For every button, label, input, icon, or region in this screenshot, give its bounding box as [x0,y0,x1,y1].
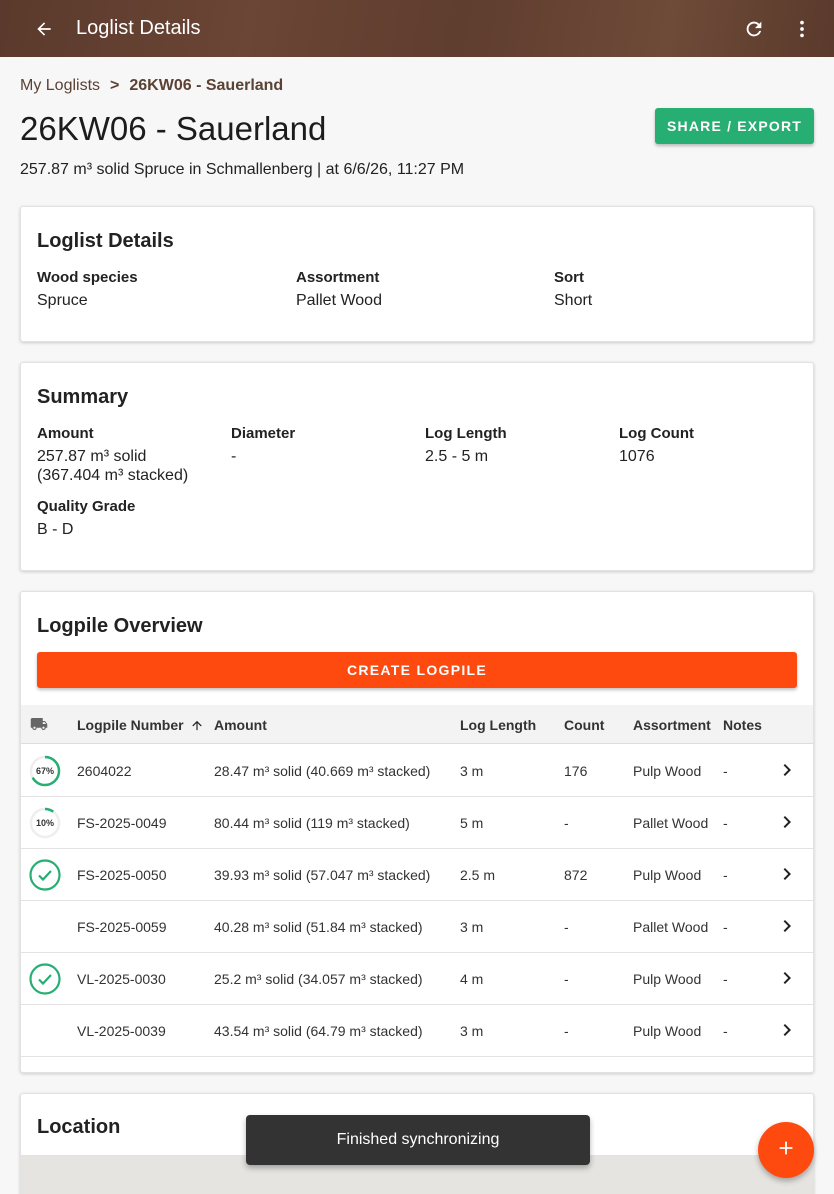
cell-notes: - [723,971,728,987]
cell-log-length: 3 m [460,763,484,779]
sort-label: Sort [554,269,584,286]
cell-notes: - [723,919,728,935]
quality-grade-value: B - D [37,521,74,538]
table-row[interactable] [21,1005,813,1057]
breadcrumb-current: 26KW06 - Sauerland [129,77,284,94]
status-empty [29,1015,61,1047]
page-subtitle: 257.87 m³ solid Spruce in Schmallenberg | at 6/6/26, 11:27 PM [20,161,465,178]
cell-logpile-number: VL-2025-0030 [77,971,166,987]
column-logpile-number[interactable] [77,717,204,736]
loglist-details-heading: Loglist Details [37,230,174,252]
back-arrow-icon[interactable] [28,13,60,45]
table-row[interactable] [21,953,813,1005]
chevron-right-icon[interactable] [775,810,799,834]
more-vert-icon[interactable] [786,13,818,45]
cell-logpile-number: FS-2025-0050 [77,867,167,883]
plus-icon [775,1137,797,1164]
cell-assortment: Pulp Wood [633,867,702,883]
assortment-label: Assortment [296,269,380,286]
app-bar-title: Loglist Details [76,17,201,39]
cell-count: 176 [564,763,588,779]
amount-label: Amount [37,425,94,442]
cell-assortment: Pallet Wood [633,919,709,935]
cell-log-length: 2.5 m [460,867,496,883]
cell-logpile-number: FS-2025-0049 [77,815,167,831]
cell-count: - [564,971,569,987]
cell-assortment: Pulp Wood [633,971,702,987]
check-circle-icon [29,963,61,995]
progress-label: 10% [35,818,54,828]
create-logpile-button[interactable]: CREATE LOGPILE [37,652,797,688]
share-export-button[interactable]: SHARE / EXPORT [655,108,814,144]
cell-log-length: 5 m [460,815,484,831]
amount-stacked-value: (367.404 m³ stacked) [37,467,189,484]
app-bar [0,0,834,57]
table-row[interactable] [21,797,813,849]
cell-log-length: 3 m [460,919,484,935]
sync-toast: Finished synchronizing [246,1115,590,1165]
cell-notes: - [723,867,728,883]
quality-grade-label: Quality Grade [37,498,136,515]
cell-count: - [564,919,569,935]
chevron-right-icon[interactable] [775,758,799,782]
breadcrumb-separator: > [110,77,120,94]
breadcrumb-my-loglists[interactable]: My Loglists [20,77,101,94]
cell-logpile-number: FS-2025-0059 [77,919,167,935]
add-fab-button[interactable] [758,1122,814,1178]
summary-card [20,362,814,571]
progress-label: 67% [35,766,54,776]
diameter-label: Diameter [231,425,296,442]
table-row[interactable] [21,901,813,953]
cell-notes: - [723,815,728,831]
table-row[interactable] [21,745,813,797]
location-heading: Location [37,1116,121,1138]
wood-species-value: Spruce [37,292,88,309]
summary-heading: Summary [37,386,129,408]
chevron-right-icon[interactable] [775,1018,799,1042]
cell-count: - [564,815,569,831]
page-title: 26KW06 - Sauerland [20,110,327,147]
cell-log-length: 3 m [460,1023,484,1039]
cell-amount: 40.28 m³ solid (51.84 m³ stacked) [214,919,423,935]
check-circle-icon [29,859,61,891]
log-count-value: 1076 [619,448,655,465]
cell-notes: - [723,763,728,779]
column-log-length[interactable]: Log Length [460,717,537,733]
logpile-overview-card [20,591,814,1073]
cell-count: 872 [564,867,588,883]
cell-amount: 39.93 m³ solid (57.047 m³ stacked) [214,867,431,883]
progress-ring-icon [29,807,61,839]
cell-assortment: Pulp Wood [633,1023,702,1039]
cell-logpile-number: VL-2025-0039 [77,1023,166,1039]
assortment-value: Pallet Wood [296,292,382,309]
cell-amount: 28.47 m³ solid (40.669 m³ stacked) [214,763,431,779]
diameter-value: - [231,448,237,465]
column-amount[interactable]: Amount [214,717,267,733]
cell-count: - [564,1023,569,1039]
amount-solid-value: 257.87 m³ solid [37,448,147,465]
cell-amount: 25.2 m³ solid (34.057 m³ stacked) [214,971,423,987]
truck-icon [29,715,49,738]
loglist-details-card [20,206,814,342]
table-header [21,705,813,744]
chevron-right-icon[interactable] [775,966,799,990]
sort-value: Short [554,292,593,309]
wood-species-label: Wood species [37,269,138,286]
cell-amount: 43.54 m³ solid (64.79 m³ stacked) [214,1023,423,1039]
cell-notes: - [723,1023,728,1039]
cell-log-length: 4 m [460,971,484,987]
chevron-right-icon[interactable] [775,914,799,938]
column-count[interactable]: Count [564,717,605,733]
logpile-overview-heading: Logpile Overview [37,615,203,637]
cell-logpile-number: 2604022 [77,763,132,779]
cell-amount: 80.44 m³ solid (119 m³ stacked) [214,815,410,831]
progress-ring-icon [29,755,61,787]
log-length-label: Log Length [425,425,507,442]
column-logpile-number-label: Logpile Number [77,717,184,733]
log-length-value: 2.5 - 5 m [425,448,489,465]
cell-assortment: Pallet Wood [633,815,709,831]
chevron-right-icon[interactable] [775,862,799,886]
refresh-icon[interactable] [738,13,770,45]
sort-arrow-up-icon [190,718,204,736]
status-empty [29,911,61,943]
column-assortment[interactable]: Assortment [633,717,711,733]
breadcrumb [20,77,283,95]
table-row[interactable] [21,849,813,901]
column-notes[interactable]: Notes [723,717,762,733]
log-count-label: Log Count [619,425,694,442]
cell-assortment: Pulp Wood [633,763,702,779]
